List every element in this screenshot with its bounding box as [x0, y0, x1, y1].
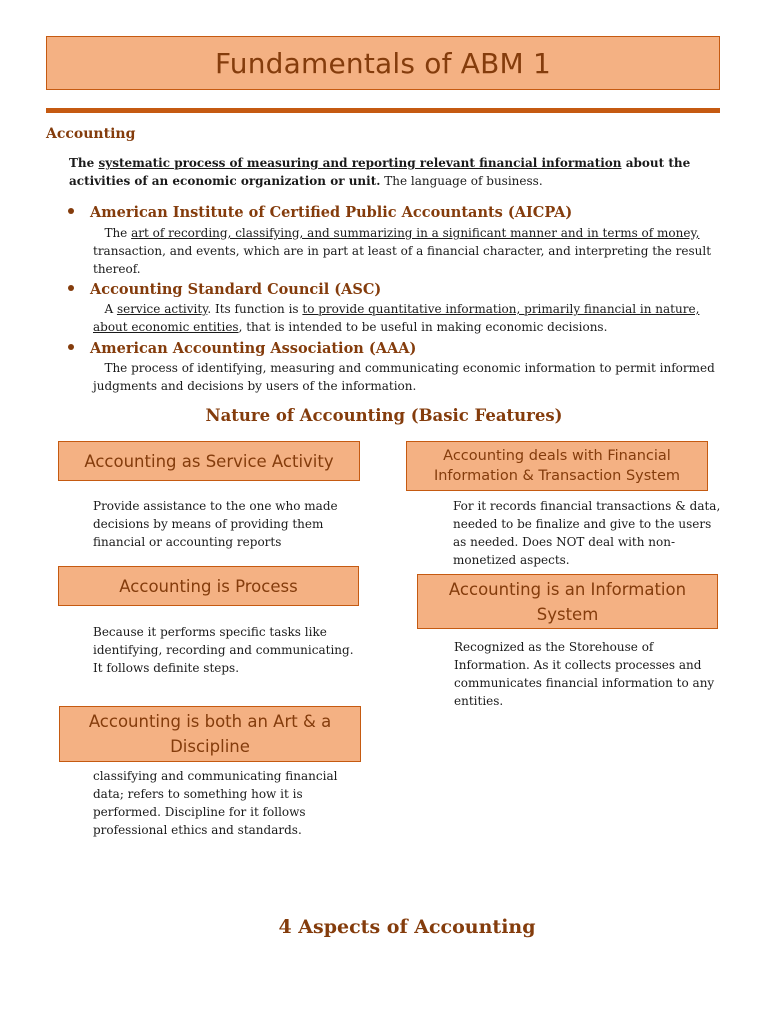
org-description-asc	[93, 300, 715, 336]
aspects-heading: 4 Aspects of Accounting	[278, 916, 536, 938]
bullet-icon	[68, 285, 74, 291]
feature-desc-process: Because it performs specific tasks like identifying, recording and communicating. It follows definite steps.	[93, 625, 354, 675]
feature-title: Accounting is Process	[119, 576, 298, 596]
feature-title: Accounting is both an Art & a Discipline	[88, 712, 332, 756]
nature-heading: Nature of Accounting (Basic Features)	[205, 406, 563, 425]
bullet-icon	[68, 344, 74, 350]
feature-desc-service-activity: Provide assistance to the one who made decisions by means of providing them financial or accounting reports	[93, 499, 338, 549]
feature-title: Accounting as Service Activity	[84, 451, 334, 471]
feature-box-art-discipline	[59, 706, 361, 762]
section-heading-accounting: Accounting	[46, 126, 136, 142]
org-body-rest: , that is intended to be useful in making economic decisions.	[238, 320, 608, 334]
org-item-aaa	[68, 340, 416, 357]
feature-title: Accounting is an Information System	[448, 579, 687, 624]
definition-bold-rest: about the activities of an economic organization or unit.	[69, 156, 691, 188]
org-name: American Accounting Association (AAA)	[90, 340, 417, 357]
feature-box-financial-information	[406, 441, 708, 491]
definition-tail: The language of business.	[380, 174, 543, 188]
feature-box-service-activity	[58, 441, 360, 481]
feature-box-process	[58, 566, 359, 606]
accounting-definition	[69, 154, 709, 190]
page-title: Fundamentals of ABM 1	[215, 46, 551, 80]
definition-underlined: systematic process of measuring and reporting relevant financial information	[98, 156, 622, 170]
org-body: The process of identifying, measuring and communicating economic information to permit informed judgments and decisions by users of the information.	[93, 361, 715, 393]
org-description-aaa	[93, 359, 715, 395]
org-body-prefix: A	[104, 302, 117, 316]
org-item-aicpa	[68, 204, 572, 221]
org-description-aicpa	[93, 224, 715, 278]
org-body-mid: . Its function is	[207, 302, 303, 316]
feature-desc-financial-information: For it records financial transactions & data, needed to be finalize and give to the users as needed. Does NOT deal with non-monetized aspects.	[453, 499, 721, 567]
org-body-prefix: The	[104, 226, 132, 240]
title-divider	[46, 108, 720, 113]
definition-prefix: The	[69, 156, 99, 170]
org-body-underlined: art of recording, classifying, and summarizing in a significant manner and in terms of money,	[131, 226, 700, 240]
title-banner	[46, 36, 720, 90]
feature-desc-information-system: Recognized as the Storehouse of Information. As it collects processes and communicates financial information to any entities.	[454, 640, 715, 708]
org-body-underlined: service activity	[116, 302, 208, 316]
feature-title: Accounting deals with Financial Information & Transaction System	[433, 448, 681, 484]
org-name: American Institute of Certified Public Accountants (AICPA)	[90, 204, 573, 221]
org-body-rest: transaction, and events, which are in part at least of a financial character, and interpreting the result thereof.	[93, 244, 712, 276]
feature-desc-art-discipline: classifying and communicating financial data; refers to something how it is performed. Discipline for it follows professional ethics and standards.	[93, 769, 338, 837]
feature-box-information-system	[417, 574, 718, 629]
org-item-asc	[68, 281, 381, 298]
bullet-icon	[68, 208, 74, 214]
org-name: Accounting Standard Council (ASC)	[90, 281, 382, 298]
org-body-underlined: to provide quantitative information, primarily financial in nature, about economic entities	[93, 302, 700, 334]
